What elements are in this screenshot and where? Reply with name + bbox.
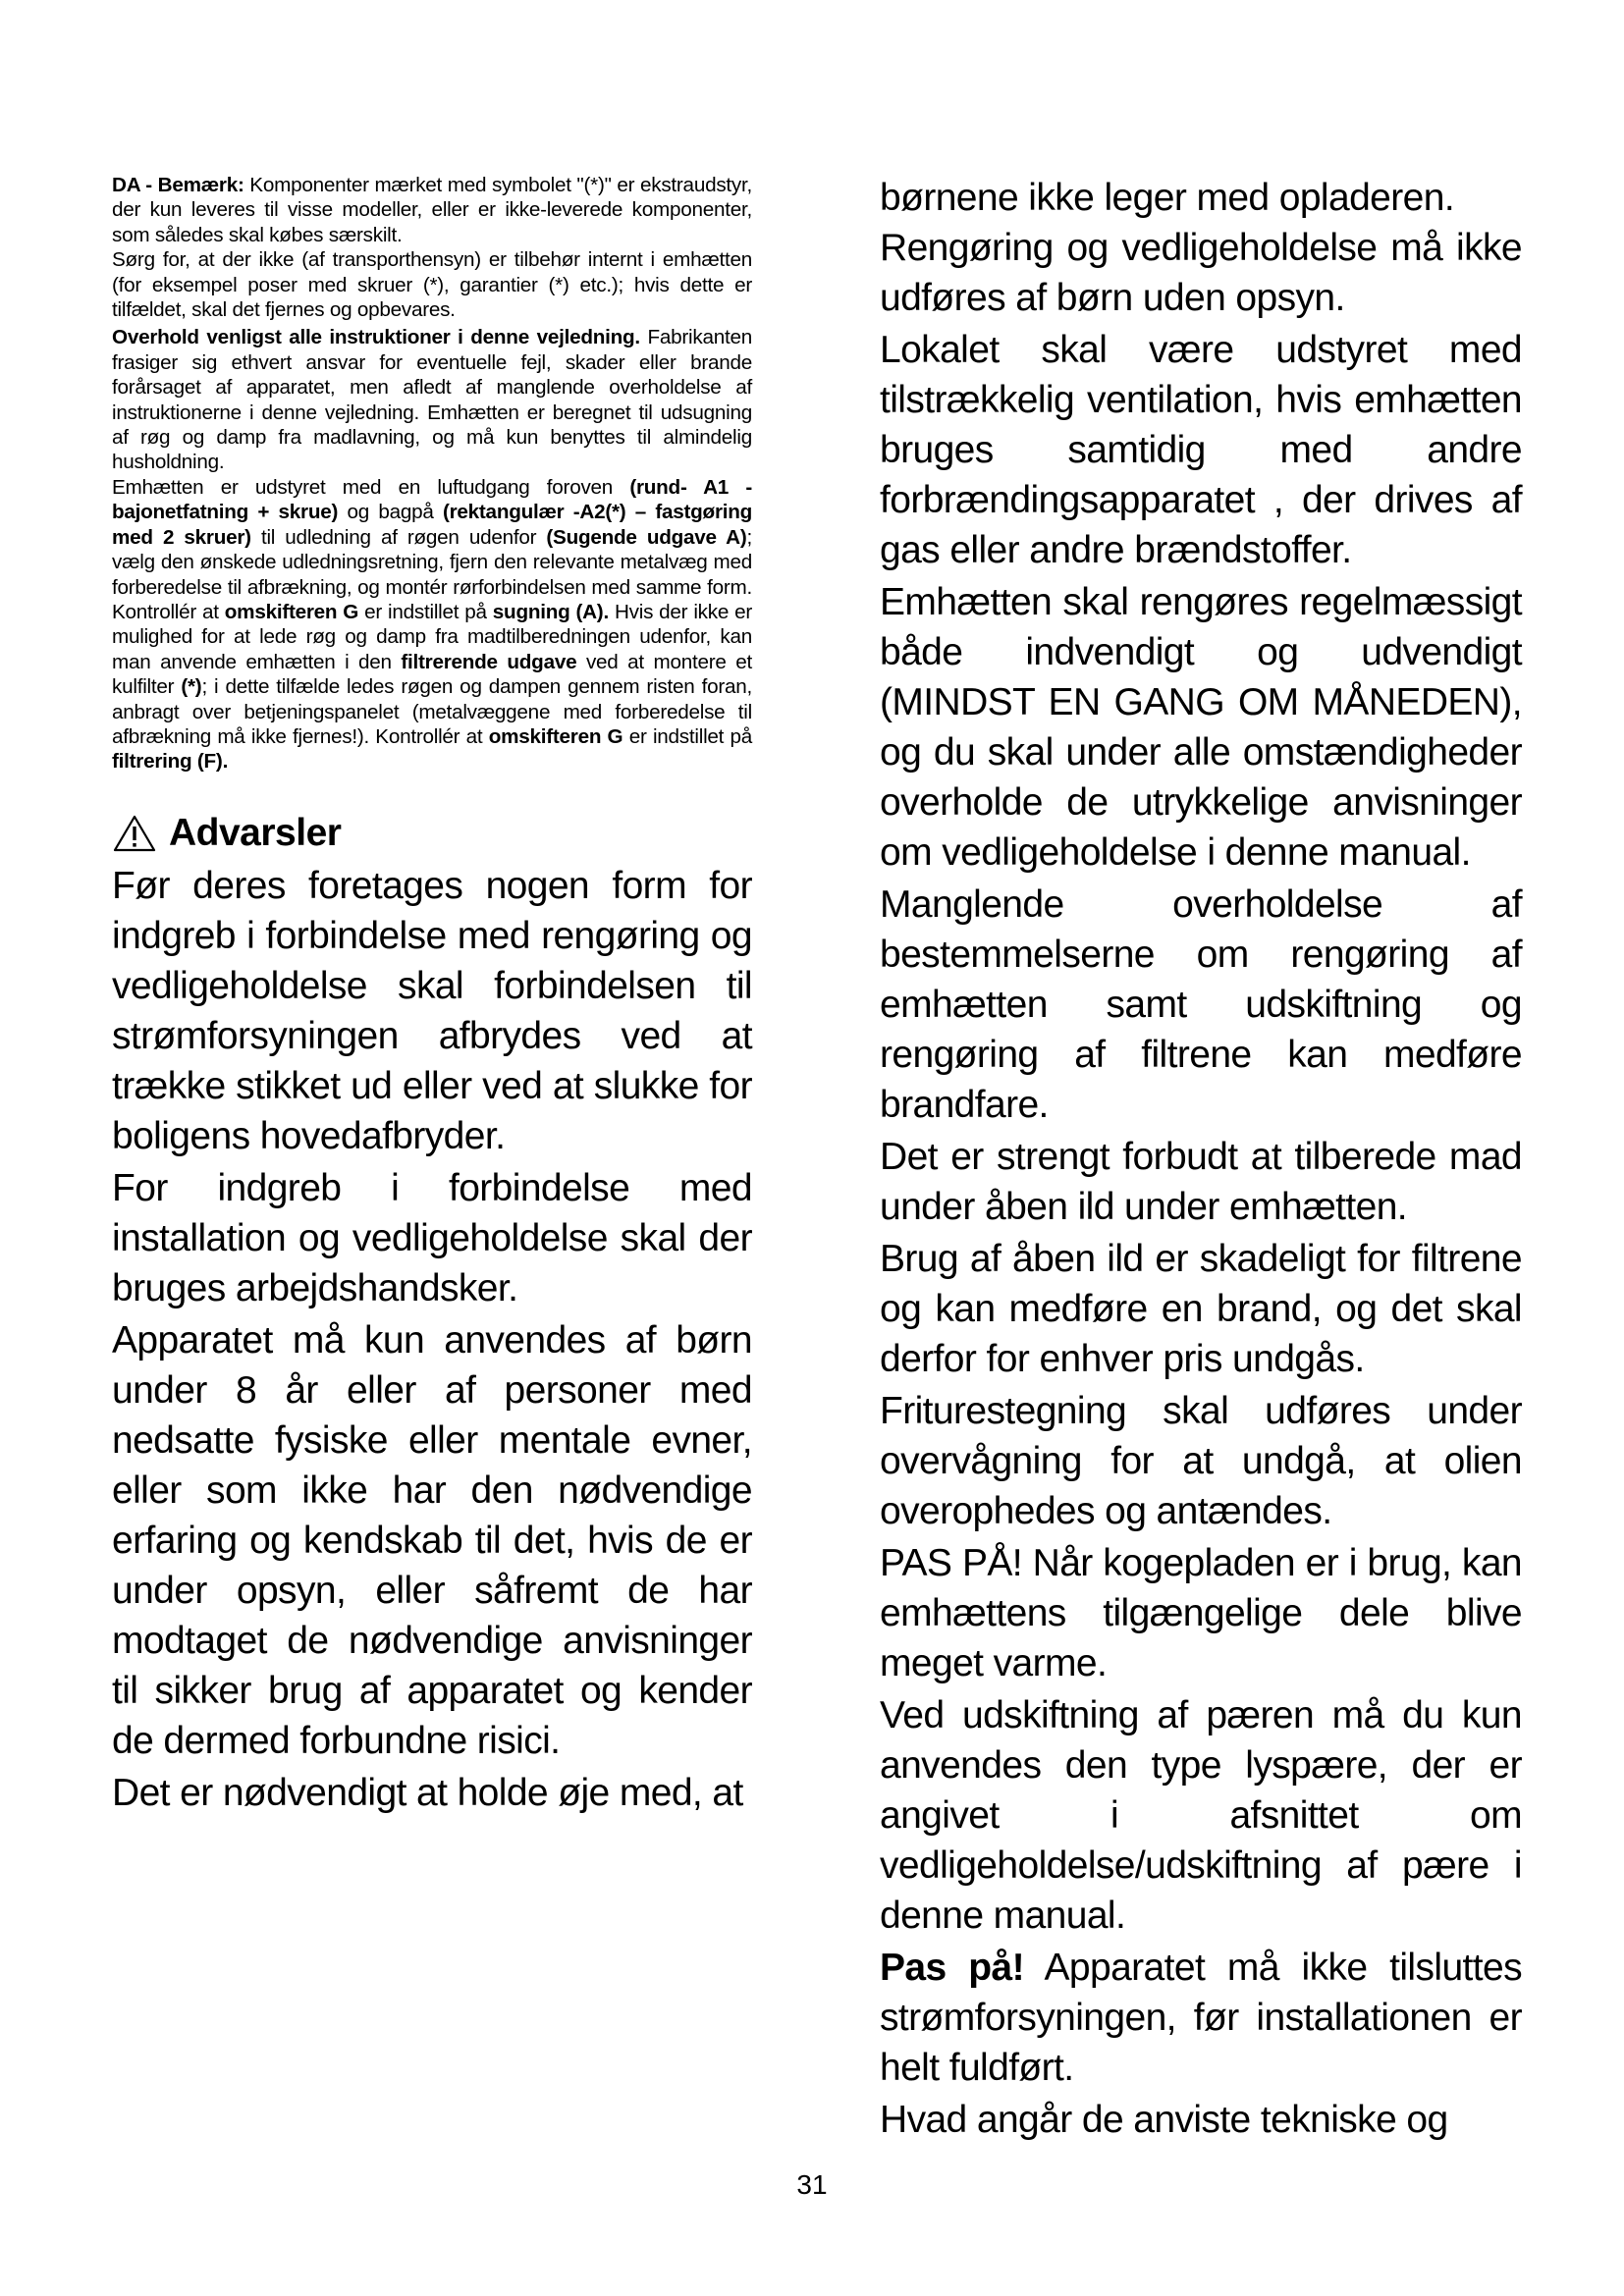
air-outlet-paragraph: [112, 475, 752, 774]
text-span: er indstillet på: [623, 724, 753, 748]
text-span: er indstillet på: [358, 600, 493, 623]
warning-triangle-icon: [112, 814, 157, 853]
bold-span: omskifteren G: [488, 724, 623, 748]
warning-paragraph: Friturestegning skal udføres under overvågning for at undgå, at olien overophedes og antændes.: [880, 1390, 1522, 1532]
warning-paragraph: Ved udskiftning af pæren må du kun anvendes den type lyspære, der er angivet i afsnittet om vedligeholdelse/udskiftning af pære i denne manual.: [880, 1694, 1522, 1937]
bold-span: filtrering (F).: [112, 750, 229, 774]
bold-span: sugning (A).: [492, 600, 609, 623]
warning-paragraph: Det er strengt forbudt at tilberede mad under åben ild under emhætten.: [880, 1136, 1522, 1228]
instructions-paragraph: [112, 325, 752, 474]
warnings-title: Advarsler: [169, 811, 342, 854]
text-span: til udledning af røgen udenfor: [250, 525, 547, 549]
instructions-text: Fabrikanten frasiger sig ethvert ansvar for eventuelle fejl, skader eller brande forårsaget af apparatet, men afledt af manglende overholdelse af instruktionerne i denne vejledning. Emhætten er beregnet til udsugning af røg og damp fra madlavning, og må kun benyttes til almindelig husholdning.: [112, 326, 752, 474]
page-number: 31: [796, 2169, 828, 2200]
warnings-heading: [112, 812, 752, 855]
caution-label: Pas på!: [880, 1947, 1024, 1989]
warning-paragraph: Apparatet må kun anvendes af børn under 8 år eller af personer med nedsatte fysiske eller mentale evner, eller som ikke har den nødvendige erfaring og kendskab til det, hvis de er under opsyn, eller såfremt de har modtaget de nødvendige anvisninger til sikker brug af apparatet og kender de dermed forbundne risici.: [112, 1318, 752, 1762]
bold-span: (*): [181, 675, 202, 699]
warning-paragraph: [880, 1943, 1522, 2093]
warning-paragraph: Manglende overholdelse af bestemmelserne om rengøring af emhætten samt udskiftning og rengøring af filtrene kan medføre brandfare.: [880, 883, 1522, 1126]
warning-paragraph: Brug af åben ild er skadeligt for filtrene og kan medføre en brand, og det skal derfor for enhver pris undgås.: [880, 1238, 1522, 1380]
warning-paragraph: Det er nødvendigt at holde øje med, at: [112, 1771, 743, 1814]
accessories-paragraph: Sørg for, at der ikke (af transporthensyn) er tilbehør internt i emhætten (for eksempel poser med skruer (*), garantier (*) etc.); hvis dette er tilfældet, skal det fjernes og opbevares.: [112, 248, 752, 322]
note-label: Bemærk:: [157, 174, 244, 196]
text-span: Emhætten er udstyret med en luftudgang foroven: [112, 475, 630, 499]
intro-notes: [112, 173, 752, 774]
left-column: [112, 173, 752, 1818]
right-column: [880, 173, 1522, 2145]
warning-paragraph: For indgreb i forbindelse med installation og vedligeholdelse skal der bruges arbejdshandsker.: [112, 1166, 752, 1309]
text-span: ; vælg den ønskede udledningsretning, fjern den relevante metalvæg med forberedelse til afbrækning, og montér rørforbindelsen med samme form. Kontrollér at: [112, 525, 752, 623]
text-span: ved at montere et kulfilter: [112, 650, 752, 699]
text-span: og bagpå: [338, 501, 443, 524]
text-span: ; i dette tilfælde ledes røgen og dampen gennem risten foran, anbragt over betjeningspanelet (metalvæggene med forberedelse til afbrækning må ikke fjernes!). Kontrollér at: [112, 675, 752, 748]
warning-paragraph: Rengøring og vedligeholdelse må ikke udføres af børn uden opsyn.: [880, 227, 1522, 319]
language-code: DA -: [112, 174, 158, 196]
text-span: Hvis der ikke er mulighed for at lede røg og damp fra madtilberedningen udenfor, kan man anvende emhætten i den: [112, 600, 752, 673]
warnings-left: [112, 861, 752, 1818]
warning-paragraph: Før deres foretages nogen form for indgreb i forbindelse med rengøring og vedligeholdelse skal forbindelsen til strømforsyningen afbrydes ved at trække stikket ud eller ved at slukke for boligens hovedafbryder.: [112, 864, 752, 1157]
bold-span: (rund- A1 - bajonetfatning + skrue): [112, 475, 752, 524]
warning-paragraph: Hvad angår de anviste tekniske og: [880, 2099, 1448, 2141]
bold-span: filtrerende udgave: [401, 650, 577, 673]
note-text: Komponenter mærket med symbolet "(*)" er ekstraudstyr, der kun leveres til visse modeller, eller er ikke-leverede komponenter, som således skal købes særskilt.: [112, 174, 753, 246]
bold-span: (rektangulær -A2(*) – fastgøring med 2 skruer): [112, 501, 753, 549]
note-paragraph: [112, 173, 752, 247]
bold-span: (Sugende udgave A): [546, 525, 747, 549]
caution-text: Apparatet må ikke tilsluttes strømforsyningen, før installationen er helt fuldført.: [880, 1947, 1523, 2089]
instructions-heading: Overhold venligst alle instruktioner i denne vejledning.: [112, 326, 640, 349]
warning-paragraph: børnene ikke leger med opladeren.: [880, 177, 1455, 219]
warning-paragraph: Lokalet skal være udstyret med tilstrækkelig ventilation, hvis emhætten bruges samtidig med andre forbrændingsapparatet , der drives af gas eller andre brændstoffer.: [880, 329, 1522, 571]
warning-paragraph: Emhætten skal rengøres regelmæssigt både indvendigt og udvendigt (MINDST EN GANG OM MÅNEDEN), og du skal under alle omstændigheder overholde de utrykkelige anvisninger om vedligeholdelse i denne manual.: [880, 581, 1522, 874]
warning-paragraph: PAS PÅ! Når kogepladen er i brug, kan emhættens tilgængelige dele blive meget varme.: [880, 1542, 1522, 1684]
bold-span: omskifteren G: [224, 600, 359, 623]
